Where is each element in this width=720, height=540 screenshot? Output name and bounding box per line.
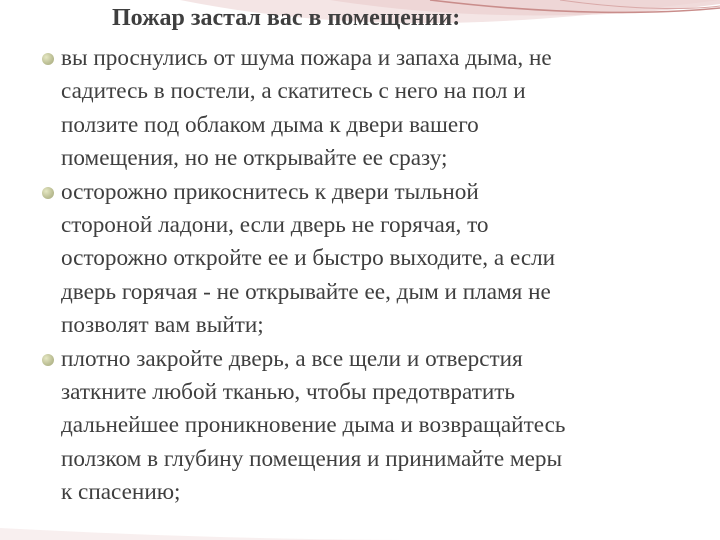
bullet-line: вы проснулись от шума пожара и запаха дыма, не — [61, 45, 552, 71]
bullet-line: стороной ладони, если дверь не горячая, то — [61, 212, 489, 239]
bullet-line: осторожно прикоснитесь к двери тыльной — [61, 178, 479, 205]
bullet-item-3 — [30, 343, 710, 510]
bullet-line: дальнейшее проникновение дыма и возвращайтесь — [61, 412, 566, 439]
bullet-line: ползите под облаком дыма к двери вашего — [61, 111, 479, 138]
bullet-line: к спасению; — [61, 479, 181, 506]
slide-title: Пожар застал вас в помещении: — [112, 5, 461, 31]
bullet-line: заткните любой тканью, чтобы предотвратить — [61, 379, 515, 406]
bullet-line: осторожно откройте ее и быстро выходите, а если — [61, 245, 556, 272]
bullet-dot-icon — [42, 354, 54, 366]
bullet-line: дверь горячая - не открывайте ее, дым и пламя не — [61, 278, 551, 305]
bullet-line: ползком в глубину помещения и принимайте меры — [61, 445, 563, 472]
bullet-list — [30, 42, 710, 510]
bullet-line: садитесь в постели, а скатитесь с него на пол и — [61, 78, 526, 105]
bullet-line: плотно закройте дверь, а все щели и отверстия — [61, 345, 523, 372]
bullet-line: позволят вам выйти; — [61, 312, 264, 339]
bullet-dot-icon — [42, 187, 54, 199]
bullet-item-2 — [30, 176, 710, 343]
bullet-item-1 — [30, 42, 710, 176]
bullet-line: помещения, но не открывайте ее сразу; — [61, 145, 448, 172]
bullet-dot-icon — [42, 53, 54, 65]
